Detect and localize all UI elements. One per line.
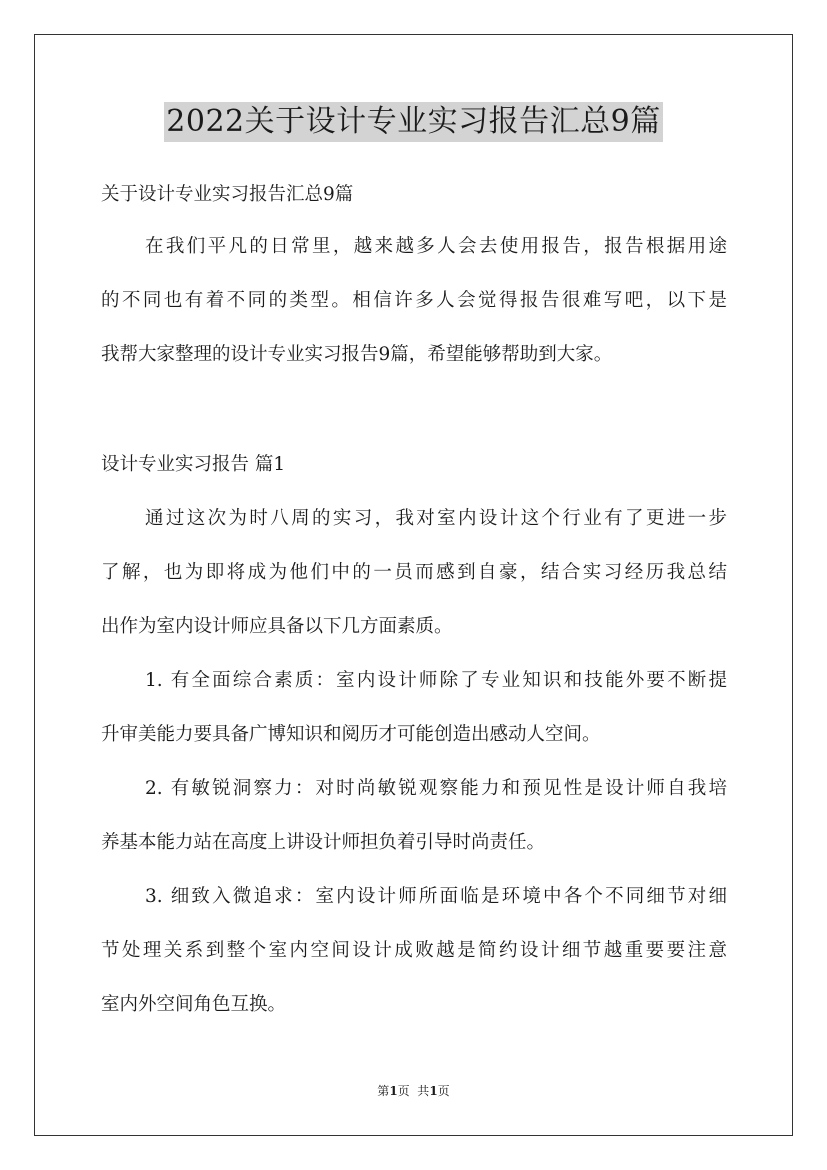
intro-line-3: 我帮大家整理的设计专业实习报告9篇，希望能够帮助到大家。: [101, 344, 613, 365]
point-3-line-1: 3. 细致入微追求：室内设计师所面临是环境中各个不同细节对细: [145, 886, 727, 907]
section-heading: 设计专业实习报告 篇1: [101, 454, 286, 475]
title-container: [0, 102, 827, 142]
point-1-line-2: 升审美能力要具备广博知识和阅历才可能创造出感动人空间。: [101, 724, 601, 745]
footer-prefix: 第: [377, 1084, 390, 1098]
body-line-2: 了解，也为即将成为他们中的一员而感到自豪，结合实习经历我总结: [101, 562, 727, 583]
footer-total-pages: 1: [429, 1084, 438, 1098]
point-3-line-3: 室内外空间角色互换。: [101, 994, 287, 1015]
body-line-1: 通过这次为时八周的实习，我对室内设计这个行业有了更进一步: [145, 508, 727, 529]
document-subtitle: 关于设计专业实习报告汇总9篇: [101, 184, 354, 205]
footer-mid: 页 共: [397, 1084, 430, 1098]
footer-page-number: 1: [389, 1084, 398, 1098]
point-2-line-2: 养基本能力站在高度上讲设计师担负着引导时尚责任。: [101, 832, 546, 853]
footer-suffix: 页: [437, 1084, 450, 1098]
document-title: 2022关于设计专业实习报告汇总9篇: [164, 102, 662, 142]
page-footer: [0, 1083, 827, 1099]
intro-line-1: 在我们平凡的日常里，越来越多人会去使用报告，报告根据用途: [145, 236, 727, 257]
body-line-3: 出作为室内设计师应具备以下几方面素质。: [101, 616, 453, 637]
intro-line-2: 的不同也有着不同的类型。相信许多人会觉得报告很难写吧，以下是: [101, 290, 727, 311]
point-1-line-1: 1. 有全面综合素质：室内设计师除了专业知识和技能外要不断提: [145, 670, 727, 691]
point-3-line-2: 节处理关系到整个室内空间设计成败越是简约设计细节越重要要注意: [101, 940, 727, 961]
point-2-line-1: 2. 有敏锐洞察力：对时尚敏锐观察能力和预见性是设计师自我培: [145, 778, 727, 799]
